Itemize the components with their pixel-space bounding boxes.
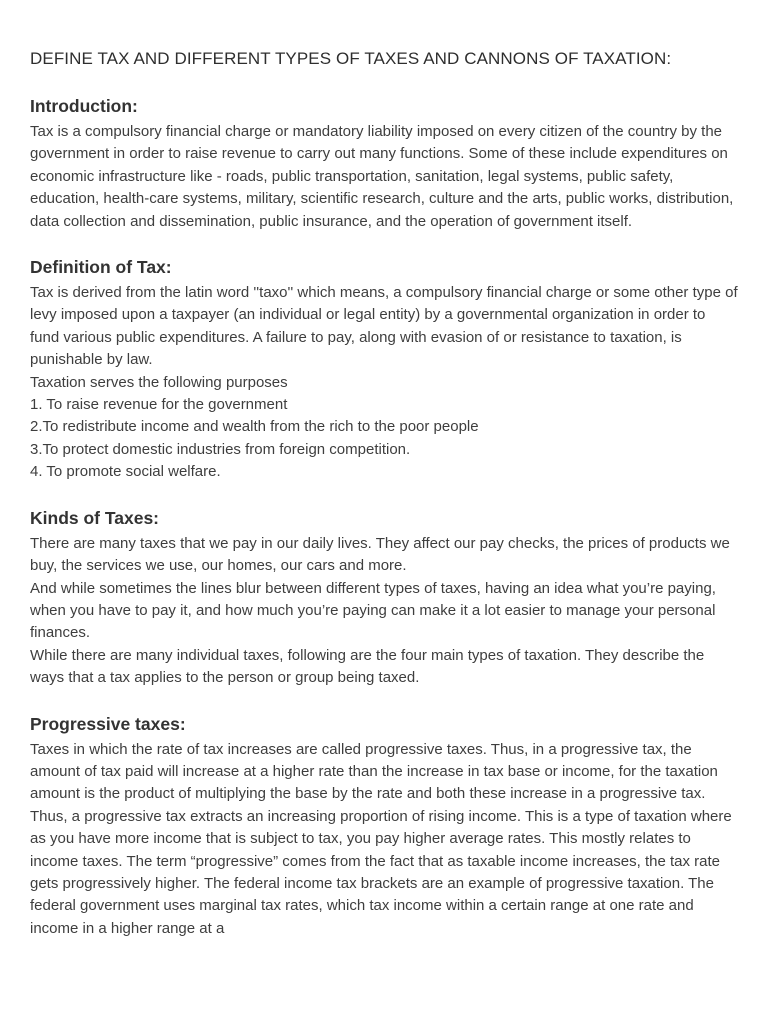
list-item: 4. To promote social welfare.: [30, 463, 221, 481]
section-heading: Progressive taxes:: [30, 713, 186, 734]
section-progressive-taxes: [30, 713, 738, 941]
paragraph: Taxes in which the rate of tax increases are called progressive taxes. Thus, in a progressive tax, the amount of tax paid will increase at a higher rate than the increase in tax base or income, for the taxation amount is the product of multiplying the base by the rate and both these increase in a progressive tax. Thus, a progressive tax extracts an increasing proportion of rising income. This is a type of taxation where as you have more income that is subject to tax, you pay higher average rates. This mostly relates to income taxes. The term “progressive” comes from the fact that as taxable income increases, the tax rate gets progressively higher. The federal income tax brackets are an example of progressive taxation. The federal government uses marginal tax rates, which tax income within a certain range at one rate and income in a higher range at a: [30, 740, 732, 937]
section-heading: Definition of Tax:: [30, 257, 172, 278]
paragraph: And while sometimes the lines blur between different types of taxes, having an idea what you’re paying, when you have to pay it, and how much you’re paying can make it a lot easier to manage your personal finances.: [30, 579, 716, 642]
section-heading: Introduction:: [30, 96, 138, 116]
section-kinds-of-taxes: [30, 507, 738, 690]
section-heading: Kinds of Taxes:: [30, 507, 160, 528]
paragraph: Tax is derived from the latin word ''taxo'' which means, a compulsory financial charge or some other type of levy imposed upon a taxpayer (an individual or legal entity) by a governmental organization in order to fund various public expenditures. A failure to pay, along with evasion of or resistance to taxation, is punishable by law.: [30, 284, 738, 369]
list-item: 1. To raise revenue for the government: [30, 396, 288, 414]
paragraph: While there are many individual taxes, following are the four main types of taxation. They describe the ways that a tax applies to the person or group being taxed.: [30, 646, 705, 687]
paragraph: Taxation serves the following purposes: [30, 373, 288, 391]
section-introduction: [30, 95, 738, 233]
list-item: 3.To protect domestic industries from foreign competition.: [30, 440, 411, 458]
section-definition-of-tax: [30, 256, 738, 484]
list-item: 2.To redistribute income and wealth from the rich to the poor people: [30, 418, 479, 436]
paragraph: Tax is a compulsory financial charge or mandatory liability imposed on every citizen of the country by the government in order to raise revenue to carry out many functions. Some of these include expenditures on economic infrastructure like - roads, public transportation, sanitation, legal systems, public safety, education, health-care systems, military, scientific research, culture and the arts, public works, distribution, data collection and dissemination, public insurance, and the operation of government itself.: [30, 123, 734, 230]
paragraph: There are many taxes that we pay in our daily lives. They affect our pay checks, the prices of products we buy, the services we use, our homes, our cars and more.: [30, 534, 730, 575]
document-title: DEFINE TAX AND DIFFERENT TYPES OF TAXES AND CANNONS OF TAXATION:: [30, 49, 672, 68]
